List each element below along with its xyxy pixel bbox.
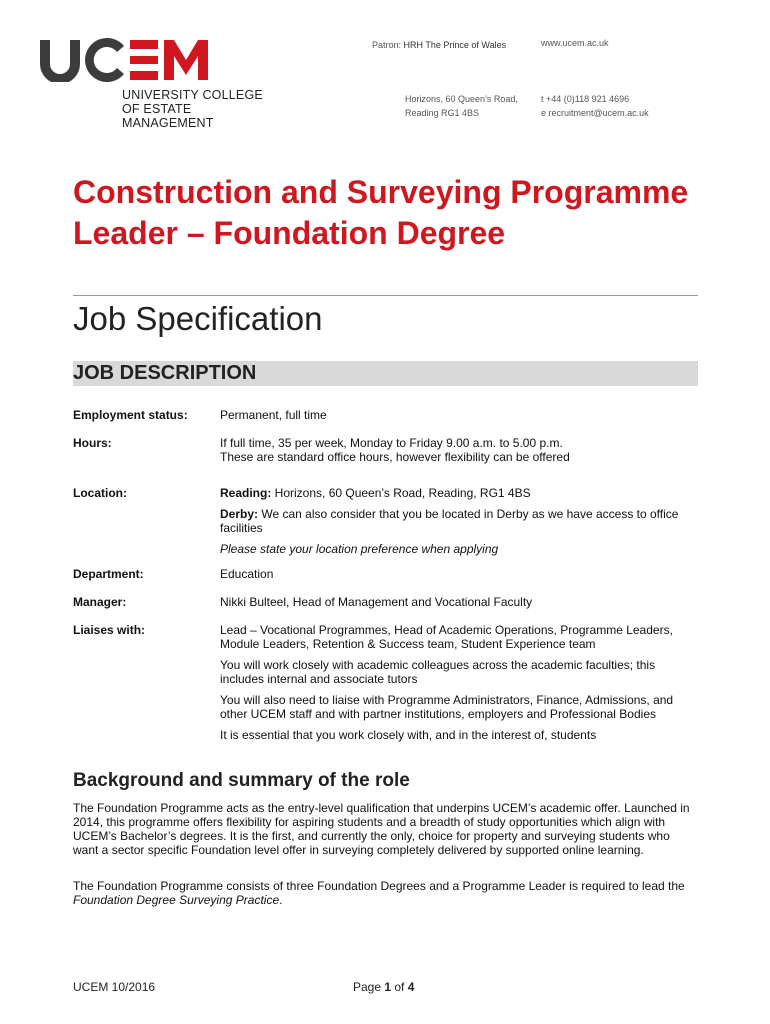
phone-number: t +44 (0)118 921 4696 — [541, 94, 630, 104]
footer-page-number — [353, 980, 414, 994]
department-value: Education — [220, 567, 274, 581]
hours-value — [220, 436, 698, 464]
email-link[interactable]: e recruitment@ucem.ac.uk — [541, 108, 649, 118]
patron-line — [372, 38, 506, 52]
location-derby-label: Derby: — [220, 507, 259, 521]
footer-document-code: UCEM 10/2016 — [73, 980, 156, 994]
background-paragraph-2-end: . — [279, 893, 283, 907]
manager-value: Nikki Bulteel, Head of Management and Vocational Faculty — [220, 595, 533, 609]
background-paragraph-2 — [73, 879, 698, 907]
hours-value-line-1: If full time, 35 per week, Monday to Friday 9.00 a.m. to 5.00 p.m. — [220, 436, 563, 450]
section-bar-label: JOB DESCRIPTION — [73, 362, 257, 384]
contact-details — [541, 92, 649, 120]
logo-subtitle-line-2: OF ESTATE MANAGEMENT — [122, 102, 214, 130]
page-title: Construction and Surveying Programme Leader – Foundation Degree — [73, 174, 689, 251]
liaises-paragraph-2: You will work closely with academic colleagues across the academic faculties; this includes internal and associate tutors — [220, 658, 656, 686]
employment-label: Employment status: — [73, 408, 188, 422]
title-divider — [73, 295, 698, 296]
liaises-paragraph-1: Lead – Vocational Programmes, Head of Academic Operations, Programme Leaders, Module Leaders, Retention & Success team, Student Experience team — [220, 623, 673, 651]
department-label: Department: — [73, 567, 144, 581]
liaises-paragraph-3: You will also need to liaise with Programme Administrators, Finance, Admissions, and other UCEM staff and with partner institutions, employers and Professional Bodies — [220, 693, 674, 721]
page-prefix: Page — [353, 980, 385, 994]
page-current: 1 — [384, 980, 392, 994]
hours-label: Hours: — [73, 436, 112, 450]
page-total: 4 — [407, 980, 415, 994]
background-paragraph-2-italic: Foundation Degree Surveying Practice — [73, 893, 280, 907]
background-paragraph-2-start: The Foundation Programme consists of three Foundation Degrees and a Programme Leader is required to lead the — [73, 879, 685, 893]
address-line-2: Reading RG1 4BS — [405, 108, 480, 118]
address-line-1: Horizons, 60 Queen’s Road, — [405, 94, 518, 104]
location-value — [220, 486, 698, 563]
location-derby — [220, 507, 698, 535]
page-mid: of — [391, 980, 408, 994]
background-paragraph-1: The Foundation Programme acts as the entry-level qualification that underpins UCEM’s academic offer. Launched in 2014, this programme offers flexibility for aspiring students and a breadth of study opportunities which align with UCEM’s Bachelor’s degrees. It is the first, and currently the only, choice for property and surveying students who want a sector specific Foundation level offer in surveying completely delivered by supported online learning. — [73, 801, 690, 857]
location-reading — [220, 486, 698, 500]
location-reading-text: Horizons, 60 Queen’s Road, Reading, RG1 4BS — [271, 486, 531, 500]
liaises-label: Liaises with: — [73, 623, 146, 637]
manager-label: Manager: — [73, 595, 127, 609]
ucem-logo-mark — [38, 38, 213, 82]
address-block — [405, 92, 518, 120]
employment-value: Permanent, full time — [220, 408, 327, 422]
location-label: Location: — [73, 486, 127, 500]
location-derby-text: We can also consider that you be located in Derby as we have access to office facilities — [220, 507, 679, 535]
patron-label: Patron: — [372, 40, 402, 50]
ucem-logo — [38, 38, 278, 130]
background-heading: Background and summary of the role — [73, 770, 410, 791]
section-bar — [73, 361, 698, 386]
website-link[interactable]: www.ucem.ac.uk — [541, 38, 609, 48]
location-reading-label: Reading: — [220, 486, 272, 500]
liaises-value — [220, 623, 698, 749]
hours-value-line-2: These are standard office hours, however flexibility can be offered — [220, 450, 570, 464]
logo-subtitle-line-1: UNIVERSITY COLLEGE — [122, 88, 263, 102]
patron-value: HRH The Prince of Wales — [403, 40, 507, 50]
page-subtitle: Job Specification — [73, 300, 323, 337]
liaises-paragraph-4: It is essential that you work closely with, and in the interest of, students — [220, 728, 597, 742]
location-note: Please state your location preference when applying — [220, 542, 499, 556]
